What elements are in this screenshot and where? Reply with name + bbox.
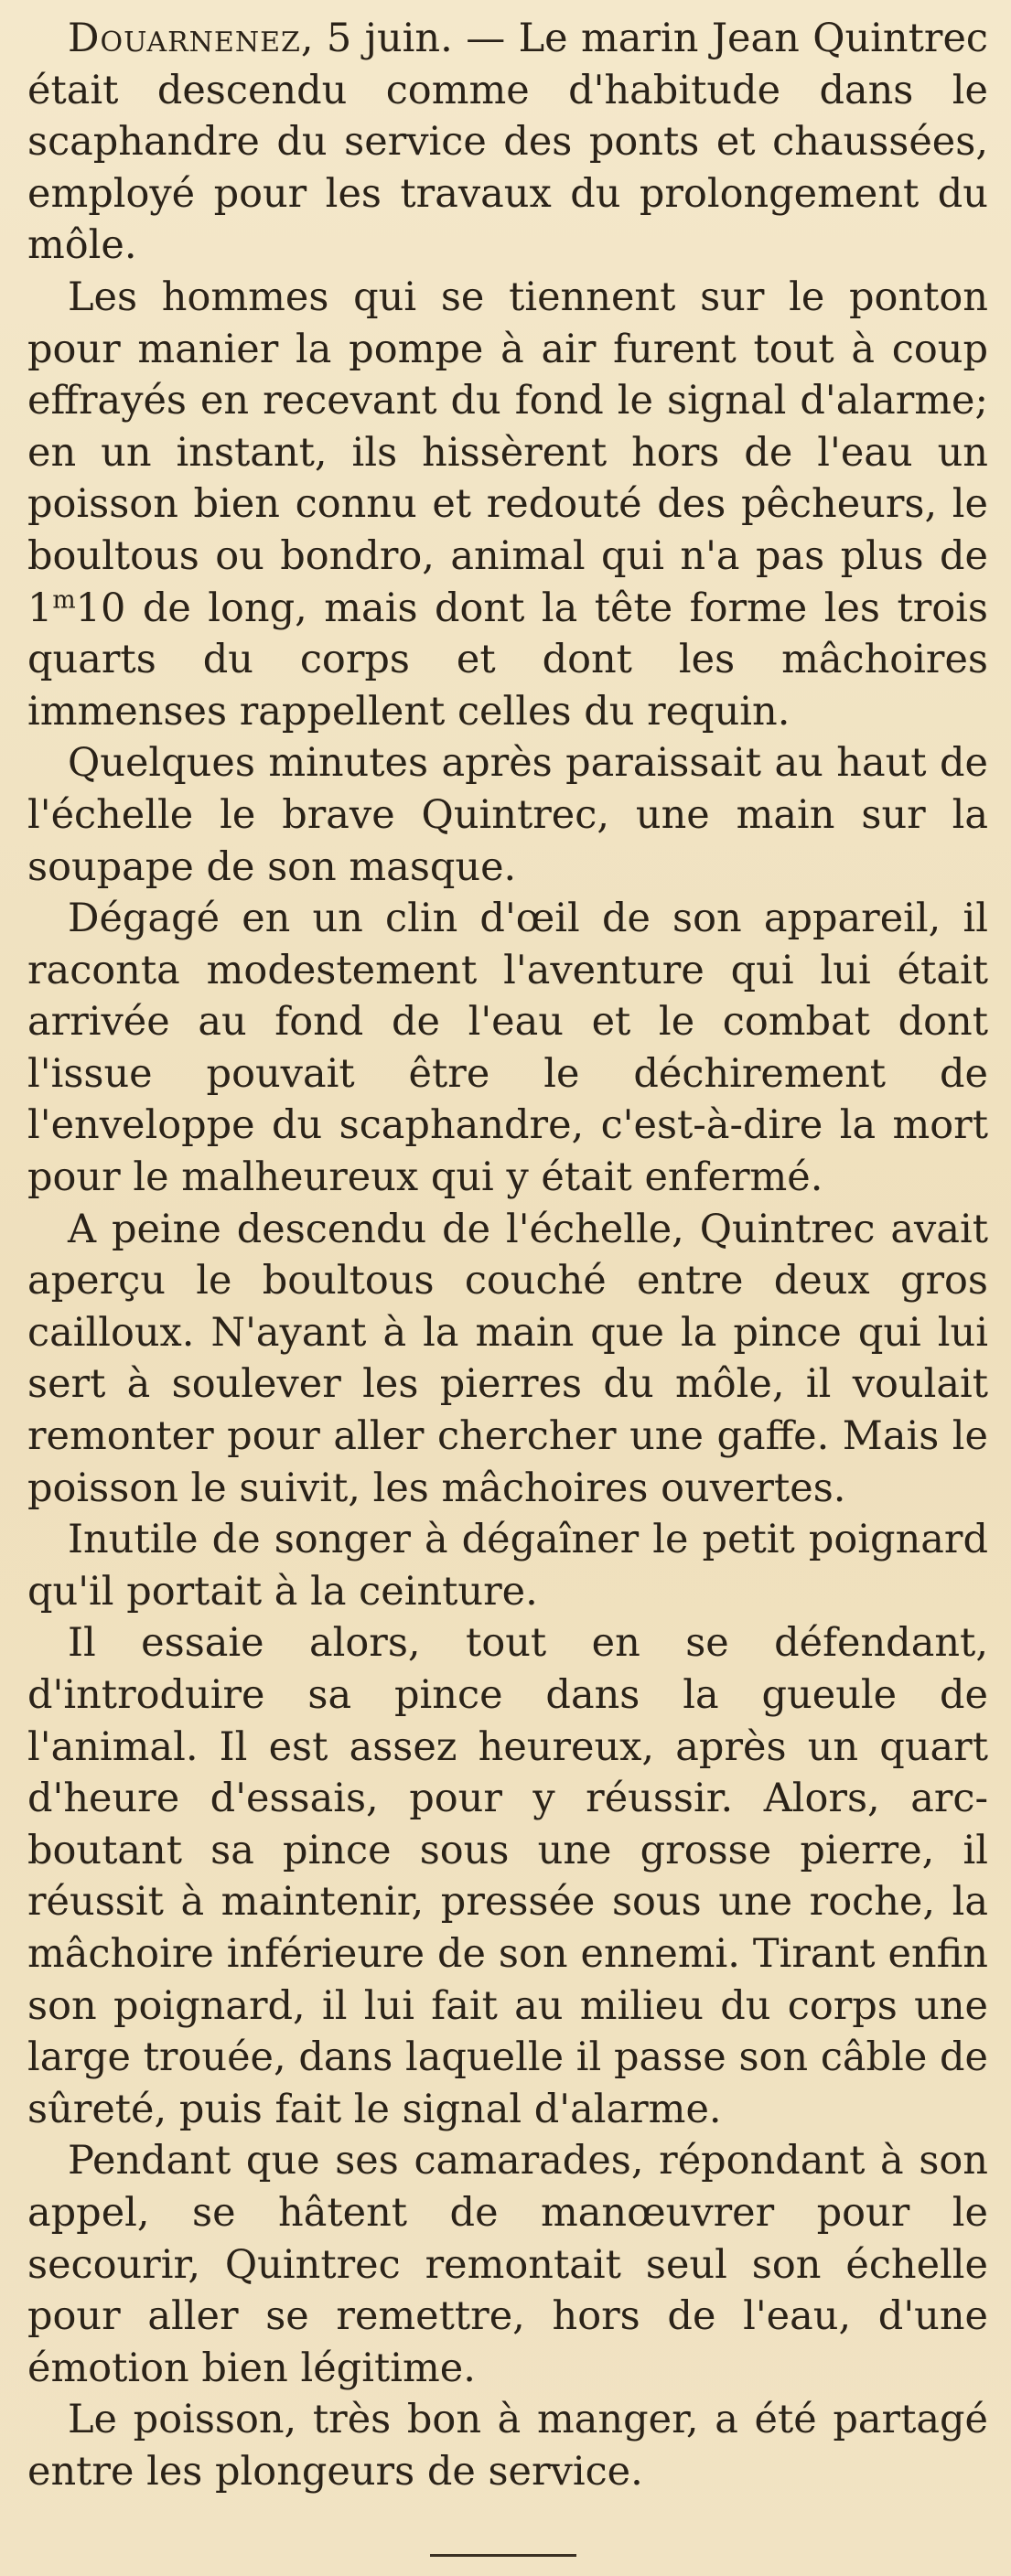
article-paragraph-5: A peine descendu de l'échelle, Quintrec avait aperçu le boultous couché entre deux gros cailloux. N'ayant à la main que la pince qui lui sert à soulever les pierres du môle, il voulait remonter pour aller chercher une gaffe. Mais le poisson le suivit, les mâchoires ouvertes. [27,1206,988,1511]
article-paragraph-7: Il essaie alors, tout en se défendant, d'introduire sa pince dans la gueule de l'animal. Il est assez heureux, après un quart d'heure d'essais, pour y réussir. Alors, arc-boutant sa pince sous une grosse pierre, il réussit à maintenir, pressée sous une roche, la mâchoire inférieure de son ennemi. Tirant enfin son poignard, il lui fait au milieu du corps une large trouée, dans laquelle il passe son câble de sûreté, puis fait le signal d'alarme. [27,1620,988,2132]
article-paragraph-2 [27,272,988,737]
article-paragraph-9: Le poisson, très bon à manger, a été partagé entre les plongeurs de service. [27,2397,988,2495]
article-paragraph-1 [27,13,988,272]
unit-superscript: m [52,585,76,614]
dateline: Douarnenez [68,16,301,61]
dateline-text: , 5 juin. — Le marin Jean Quintrec était descendu comme d'habitude dans le scaphandre du service des ponts et chaussées, employé pour les travaux du prolongement du môle. [27,16,988,269]
article-column [27,13,988,2498]
section-divider-rule [430,2554,576,2557]
article-paragraph-6: Inutile de songer à dégaîner le petit poignard qu'il portait à la ceinture. [27,1517,988,1615]
paragraph-2-part-a: Les hommes qui se tiennent sur le ponton pour manier la pompe à air furent tout à coup effrayés en recevant du fond le signal d'alarme; en un instant, ils hissèrent hors de l'eau un poisson bien connu et redouté des pêcheurs, le boultous ou bondro, animal qui n'a pas plus de 1 [27,274,988,631]
paragraph-2-part-b: 10 de long, mais dont la tête forme les trois quarts du corps et dont les mâchoires immenses rappellent celles du requin. [27,585,988,735]
article-paragraph-8: Pendant que ses camarades, répondant à son appel, se hâtent de manœuvrer pour le secourir, Quintrec remontait seul son échelle pour aller se remettre, hors de l'eau, d'une émotion bien légitime. [27,2138,988,2391]
article-paragraph-4: Dégagé en un clin d'œil de son appareil, il raconta modestement l'aventure qui lui était arrivée au fond de l'eau et le combat dont l'issue pouvait être le déchirement de l'enveloppe du scaphandre, c'est-à-dire la mort pour le malheureux qui y était enfermé. [27,896,988,1201]
article-paragraph-3: Quelques minutes après paraissait au haut de l'échelle le brave Quintrec, une main sur la soupape de son masque. [27,740,988,890]
